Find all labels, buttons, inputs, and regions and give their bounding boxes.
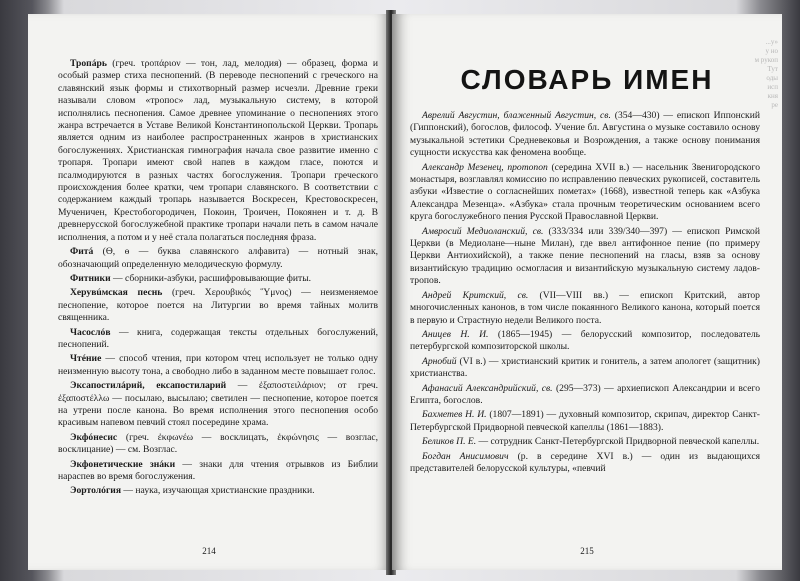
definition: — книга, содержащая тексты отдельных богослужений, песнопений. (58, 326, 378, 350)
person-name: Аницев Н. И. (422, 328, 489, 340)
name-entry (410, 409, 760, 434)
page-title: СЛОВАРЬ ИМЕН (460, 64, 714, 95)
person-name: Афанасий Александрийский, св. (422, 382, 553, 394)
person-name: Андрей Критский, св. (422, 289, 529, 301)
definition: — сборники-азбуки, расшифровывающие фиты. (110, 272, 312, 284)
person-name: Аврелий Августин, блаженный Августин, св. (422, 110, 611, 121)
glossary-entry (58, 432, 378, 457)
definition: — знаки для чтения отрывков из Библии нараспев во время богослужения. (58, 458, 379, 482)
page-number: 214 (202, 546, 216, 556)
glossary-entry (58, 273, 378, 285)
term: Эортолóгия (70, 485, 122, 497)
term: Эксапостилáрий, ексапостиларий (70, 380, 227, 392)
glossary-entry (58, 287, 378, 324)
name-entry (410, 383, 760, 408)
definition: (греч. Χερουβικός Ὕμνος) — неизменяемое песнопение, которое поется на Литургии во время тайных молитв священника. (58, 287, 378, 324)
glossary-entry (58, 353, 378, 378)
person-name: Беликов П. Е. (422, 436, 477, 448)
person-name: Александр Мезенец, протопоп (422, 161, 548, 173)
name-entry (410, 329, 760, 354)
term: Часослóв (70, 326, 111, 338)
definition: — наука, изучающая христианские праздники. (121, 485, 315, 497)
biography: (295—373) — архиепископ Александрии и всего Египта, богослов. (410, 382, 761, 406)
name-entry (410, 110, 760, 160)
definition: (греч. τροπάριον — тон, лад, мелодия) — образец, форма и особый размер стиха песнопений. (В переводе песнопений с греческого на славянский язык формы и стихотворный размер исчезли. Древние греки называли словом «тропос» лад, музыкальную систему, в которой исполнялись песнопения. Самое древнее упоминание о песнопениях этого жанра встречается в Уставе Великой Константинопольской Церкви. Тропарь является одним из наиболее распространенных жанров в христианских богослужениях. Христианская гимнография начала свое развитие именно с тропаря. Тропари имеют свой напев в каждом гласе, поются и псалмодируются в разных частях богослужения. Тропари греческого происхождения более кратки, чем тропари славянского. В соответствии с содержанием каждый тропарь называется Воскресен, Крестовоскресен, Мученичен, Крестобогородичен, Покоин, Троичен, Покоянен и т. д. В древнерусской богослужебной практике тропари начали петь в самом начале исполнения, а потом и у неё стала полагаться последняя фраза. (58, 58, 378, 243)
left-page (28, 14, 390, 570)
biography: (1807—1891) — духовный композитор, скрипач, директор Санкт-Петербургской Придворной певческой капеллы (1861—1883). (410, 409, 760, 433)
definition: (греч. ἐκφωνέω — восклицать, ἐκφώνησις — возглас, восклицание) — см. Возглас. (58, 431, 378, 456)
names-column (410, 110, 760, 477)
definition: — ἐξαποστειλάριον; от греч. ἐξαποστέλλω — посылаю, высылаю; светилен — песнопение, которое поется на утрени после канона. Во время исполнения этого песнопения особо красивым напевом певчий стоял посередине храма. (58, 380, 378, 429)
glossary-entry (58, 246, 378, 271)
glossary-entry (58, 327, 378, 352)
term: Тропáрь (70, 58, 107, 69)
term: Фитá (70, 246, 94, 258)
name-entry (410, 451, 760, 476)
biography: (VII—VIII вв.) — епископ Критский, автор многочисленных канонов, в том числе покаянного Великого канона, который поется в первую и Страстную недели Великого поста. (410, 289, 760, 326)
glossary-entry (58, 380, 378, 430)
page-number: 215 (580, 546, 594, 556)
term: Экфóнесис (70, 431, 118, 443)
biography: — сотрудник Санкт-Петербургской Придворной певческой капеллы. (476, 436, 760, 448)
name-entry (410, 436, 760, 448)
bleed-through-text: ...у» у но м рукоп Тут оды исп кня ре (754, 38, 778, 109)
glossary-entry (58, 485, 378, 497)
term: Херувúмская песнь (70, 287, 163, 299)
term: Фитники (70, 272, 111, 284)
biography: (1865—1945) — белорусский композитор, последователь петербургской композиторской школы. (410, 328, 760, 353)
person-name: Арнобий (422, 355, 457, 367)
term: Чтéние (70, 353, 102, 365)
person-name: Богдан Анисимович (422, 450, 509, 462)
term: Экфонетические знáки (70, 458, 176, 470)
glossary-column (58, 58, 378, 500)
name-entry (410, 226, 760, 288)
name-entry (410, 356, 760, 381)
biography: (р. в середине XVI в.) — один из выдающихся представителей белорусской культуры, «певчий (410, 450, 760, 474)
person-name: Бахметев Н. И. (422, 409, 487, 421)
biography: (333/334 или 339/340—397) — епископ Римской Церкви (в Медиолане—ныне Милан), где ввел антифонное пение (по примеру Церкви Антиохийской), а также пение песнопений на гласы, взяв за основу византийскую традицию осмогласия и византийскую музыкальную систему ладов-тропов. (410, 225, 760, 287)
name-entry (410, 290, 760, 327)
biography: (VI в.) — христианский критик и гонитель, а затем апологет (защитник) христианства. (410, 355, 760, 380)
glossary-entry (58, 459, 378, 484)
glossary-entry (58, 58, 378, 244)
right-page (392, 14, 782, 570)
definition: — способ чтения, при котором чтец использует не только одну неизменную высоту тона, а свободно либо в заданном месте повышает голос. (58, 353, 378, 377)
biography: (354—430) — епископ Иппонский (Гиппонский), богослов, философ. Учение бл. Августина о музыке составило основу музыкальной эстетики Средневековья и Возрождения, а также основу понимания сущности искусства как феномена вообще. (410, 110, 760, 159)
definition: (Ѳ, ѳ — буква славянского алфавита) — нотный знак, обозначающий определенную мелодическую формулу. (58, 246, 378, 270)
name-entry (410, 162, 760, 224)
person-name: Амвросий Медиоланский, св. (422, 225, 544, 237)
biography: (середина XVII в.) — насельник Звенигородского монастыря, возглавлял комиссию по исправлению певческих рукописей, составитель азбуки «Известие о согласнейших пометах» (1668), известной теперь как «Азбука Александра Мезенца». «Азбука» стала прочным теоретическим основанием всего круга богослужебного пения Русской Православной Церкви. (410, 161, 760, 223)
